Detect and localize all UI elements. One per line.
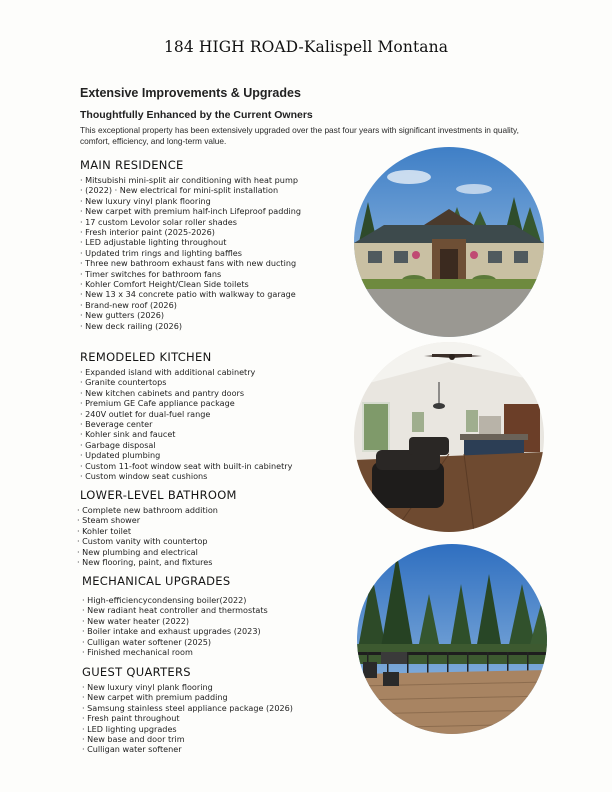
list-item: · New kitchen cabinets and pantry doors [80,388,350,398]
list-item: · New luxury vinyl plank flooring [80,196,350,206]
item-list [82,595,352,657]
list-item: · 17 custom Levolor solar roller shades [80,217,350,227]
list-item: · New carpet with premium padding [82,692,352,702]
list-item: · Expanded island with additional cabinetry [80,367,350,377]
list-item: · New carpet with premium half-inch Lifeproof padding [80,206,350,216]
list-item: · Complete new bathroom addition [77,505,347,515]
list-item: · Custom window seat cushions [80,471,350,481]
list-item: · 240V outlet for dual-fuel range [80,409,350,419]
intro-text: This exceptional property has been extensively upgraded over the past four years with significant investments in quality, comfort, efficiency, and long-term value. [80,125,519,146]
list-item: · Granite countertops [80,377,350,387]
list-item: · New base and door trim [82,734,352,744]
list-item: · Kohler sink and faucet [80,429,350,439]
section-heading: MECHANICAL UPGRADES [82,574,231,588]
list-item: · Premium GE Cafe appliance package [80,398,350,408]
list-item: · Custom 11-foot window seat with built-in cabinetry [80,461,350,471]
list-item: · Mitsubishi mini-split air conditioning with heat pump [80,175,350,185]
list-item: · New flooring, paint, and fixtures [77,557,347,567]
list-item: · (2022) · New electrical for mini-split installation [80,185,350,195]
item-list [77,505,347,567]
list-item: · New deck railing (2026) [80,321,350,331]
list-item: · Updated trim rings and lighting baffles [80,248,350,258]
intro-block [80,86,535,146]
list-item: · New gutters (2026) [80,310,350,320]
deck-forest-photo [357,544,547,734]
list-item: · Samsung stainless steel appliance package (2026) [82,703,352,713]
section-main-residence [80,158,350,331]
section-mechanical-upgrades [82,574,352,657]
list-item: · Custom vanity with countertop [77,536,347,546]
item-list [80,367,350,481]
section-lower-level-bathroom [77,488,347,567]
kitchen-living-room-photo [354,342,544,532]
list-item: · Fresh paint throughout [82,713,352,723]
section-guest-quarters [82,665,352,755]
list-item: · Brand-new roof (2026) [80,300,350,310]
list-item: · Three new bathroom exhaust fans with new ducting [80,258,350,268]
list-item: · Steam shower [77,515,347,525]
list-item: · Boiler intake and exhaust upgrades (2023) [82,626,352,636]
house-exterior-photo [354,147,544,337]
section-heading: REMODELED KITCHEN [80,350,212,364]
intro-heading: Extensive Improvements & Upgrades [80,86,301,100]
intro-subheading: Thoughtfully Enhanced by the Current Owners [80,109,313,121]
list-item: · New radiant heat controller and thermostats [82,605,352,615]
list-item: · Updated plumbing [80,450,350,460]
list-item: · Culligan water softener [82,744,352,754]
list-item: · LED adjustable lighting throughout [80,237,350,247]
list-item: · Timer switches for bathroom fans [80,269,350,279]
list-item: · Kohler Comfort Height/Clean Side toilets [80,279,350,289]
list-item: · New luxury vinyl plank flooring [82,682,352,692]
list-item: · New water heater (2022) [82,616,352,626]
list-item: · High-efficiencycondensing boiler(2022) [82,595,352,605]
list-item: · Beverage center [80,419,350,429]
list-item: · Culligan water softener (2025) [82,637,352,647]
section-heading: GUEST QUARTERS [82,665,191,679]
list-item: · New plumbing and electrical [77,547,347,557]
list-item: · Fresh interior paint (2025-2026) [80,227,350,237]
list-item: · LED lighting upgrades [82,724,352,734]
item-list [80,175,350,331]
section-heading: MAIN RESIDENCE [80,158,184,172]
section-heading: LOWER-LEVEL BATHROOM [80,488,237,502]
item-list [82,682,352,755]
list-item: · Kohler toilet [77,526,347,536]
list-item: · Garbage disposal [80,440,350,450]
list-item: · Finished mechanical room [82,647,352,657]
list-item: · New 13 x 34 concrete patio with walkway to garage [80,289,350,299]
section-remodeled-kitchen [80,350,350,481]
page-title: 184 HIGH ROAD-Kalispell Montana [163,38,449,56]
